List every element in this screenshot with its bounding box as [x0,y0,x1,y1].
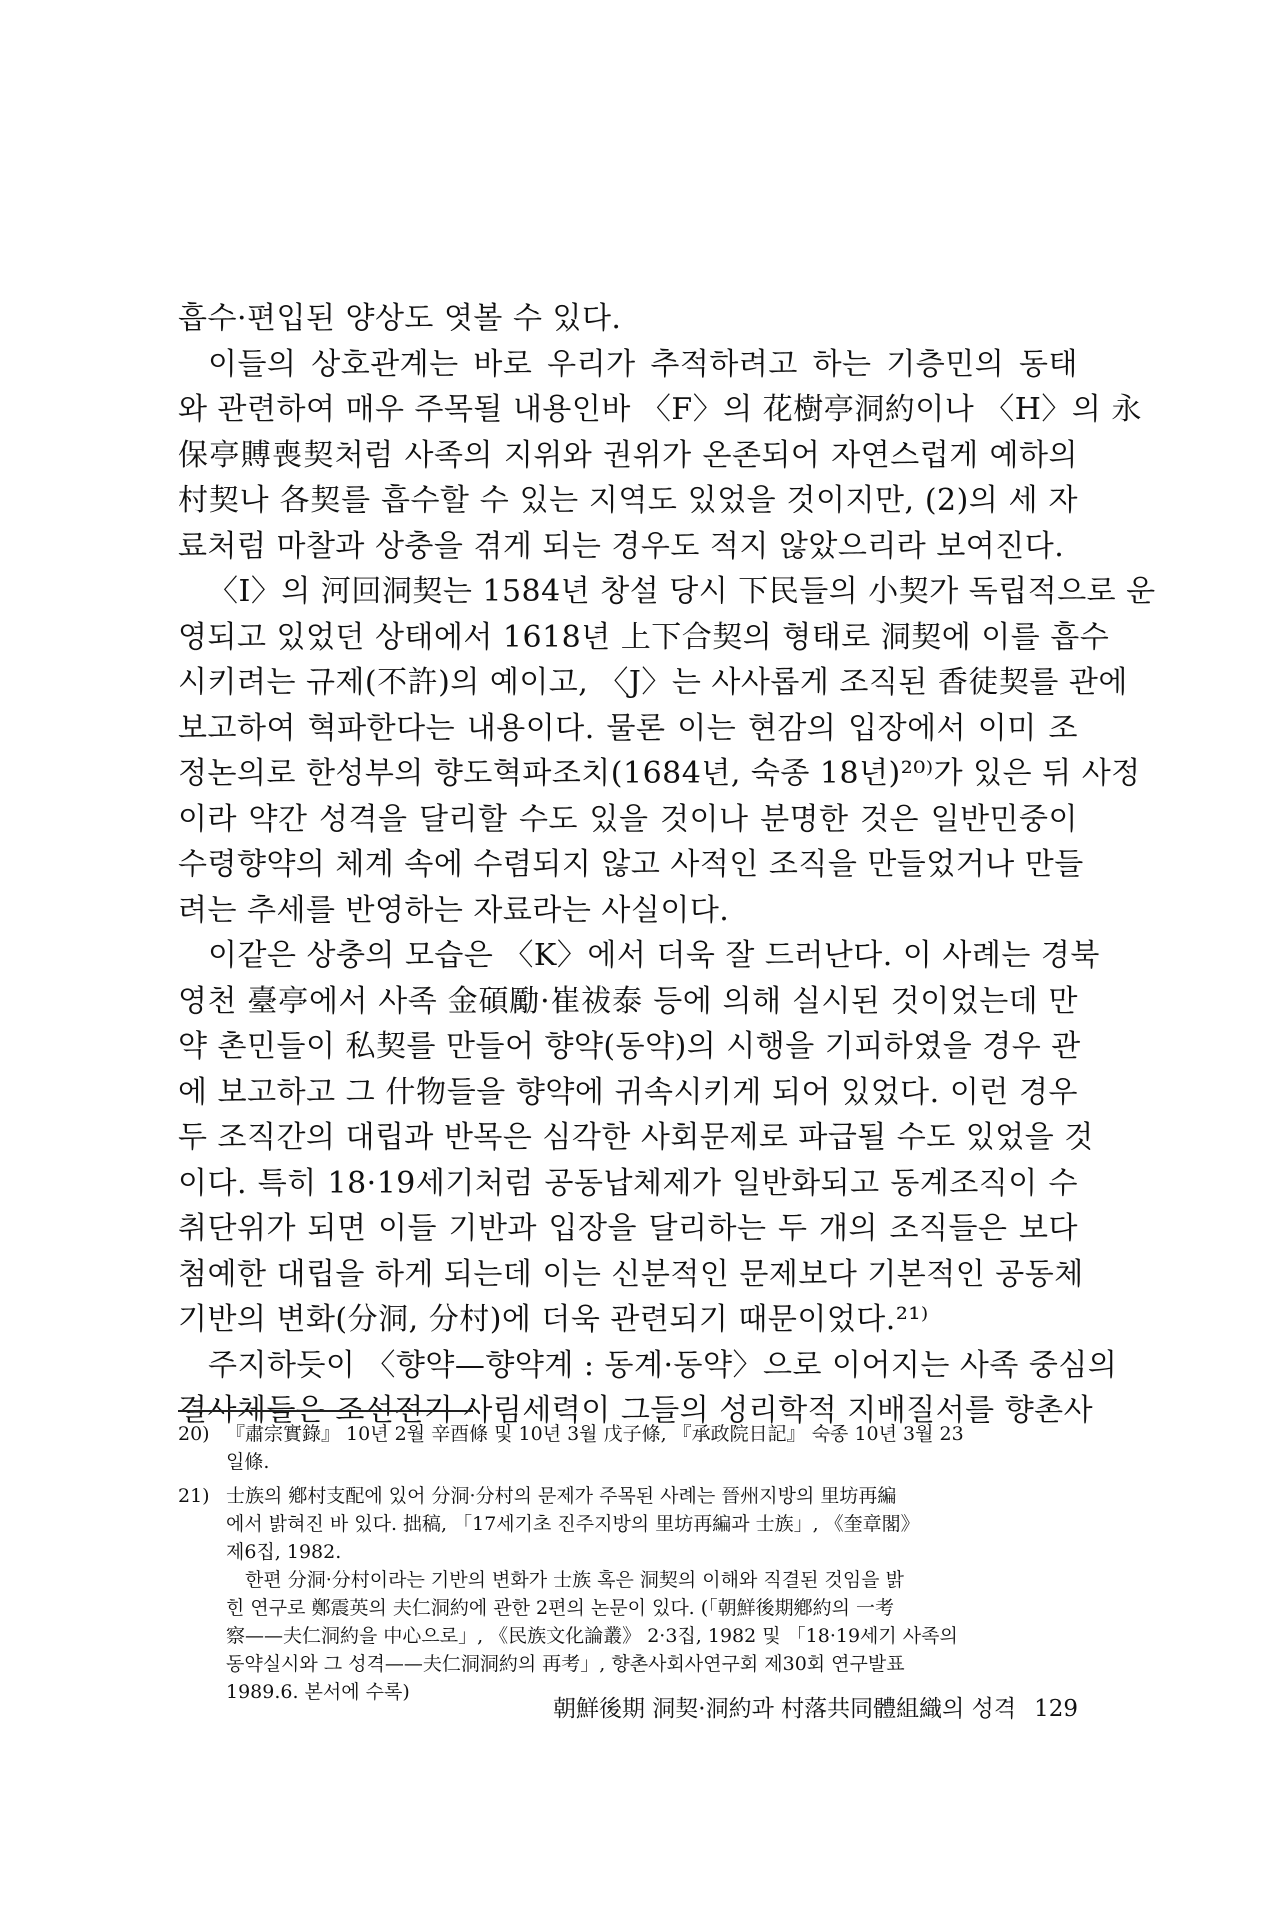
footnote-line: 일條. [226,1451,270,1473]
page-number: 129 [1034,1696,1078,1722]
text-line: 약 촌민들이 私契를 만들어 향약(동약)의 시행을 기피하였을 경우 관 [178,1029,1081,1064]
footnote-line: 한편 分洞·分村이라는 기반의 변화가 士族 혹은 洞契의 이해와 직결된 것임을 밝 [226,1569,904,1591]
text-line: 영천 臺亭에서 사족 金碩勵·崔祓泰 등에 의해 실시된 것이었는데 만 [178,983,1078,1019]
text-line: 〈I〉의 河回洞契는 1584년 창설 당시 下民들의 小契가 독립적으로 운 [208,574,1156,609]
text-line: 정논의로 한성부의 향도혁파조치(1684년, 숙종 18년)²⁰⁾가 있은 뒤 사정 [178,756,1141,791]
footnote-number: 21) [178,1485,210,1507]
text-line: 이같은 상충의 모습은 〈K〉에서 더욱 잘 드러난다. 이 사례는 경북 [208,938,1100,973]
text-line: 시키려는 규제(不許)의 예이고, 〈J〉는 사사롭게 조직된 香徒契를 관에 [178,665,1128,700]
text-line: 주지하듯이 〈향약—향약계 : 동계·동약〉으로 이어지는 사족 중심의 [208,1347,1118,1383]
text-line: 결사체들은 조선전기 사림세력이 그들의 성리학적 지배질서를 향촌사 [178,1393,1094,1428]
text-line: 두 조직간의 대립과 반목은 심각한 사회문제로 파급될 수도 있었을 것 [178,1120,1094,1155]
footnote-line: 에서 밝혀진 바 있다. 拙稿, 「17세기초 진주지방의 里坊再編과 士族」, 《奎章閣》 [226,1513,920,1535]
text-line: 흡수·편입된 양상도 엿볼 수 있다. [178,301,622,336]
text-line: 이들의 상호관계는 바로 우리가 추적하려고 하는 기층민의 동태 [208,346,1078,382]
text-line: 료처럼 마찰과 상충을 겪게 되는 경우도 적지 않았으리라 보여진다. [178,528,1065,564]
text-line: 려는 추세를 반영하는 자료라는 사실이다. [178,892,730,928]
page-footer [450,1694,1078,1724]
main-text [178,296,1156,1434]
text-line: 이라 약간 성격을 달리할 수도 있을 것이나 분명한 것은 일반민중이 [178,801,1078,837]
text-line: 이다. 특히 18·19세기처럼 공동납체제가 일반화되고 동계조직이 수 [178,1165,1078,1201]
text-line: 영되고 있었던 상태에서 1618년 上下合契의 형태로 洞契에 이를 흡수 [178,619,1110,655]
text-line: 村契나 各契를 흡수할 수 있는 지역도 있었을 것이지만, (2)의 세 자 [178,483,1078,518]
text-line: 보고하여 혁파한다는 내용이다. 물론 이는 현감의 입장에서 이미 조 [178,710,1078,746]
footnote-line: 제6집, 1982. [226,1541,342,1563]
footnote-line: 察——夫仁洞約을 中心으로」, 《民族文化論叢》 2·3집, 1982 및 「18·19세기 사족의 [226,1625,958,1647]
text-line: 에 보고하고 그 什物들을 향약에 귀속시키게 되어 있었다. 이런 경우 [178,1074,1078,1110]
footnote-number: 20) [178,1423,210,1445]
text-line: 첨예한 대립을 하게 되는데 이는 신분적인 문제보다 기본적인 공동체 [178,1256,1084,1292]
footnote-rule [178,1410,473,1412]
running-title: 朝鮮後期 洞契·洞約과 村落共同體組織의 성격 [552,1696,1017,1722]
footnote-line: 동약실시와 그 성격——夫仁洞洞約의 再考」, 향촌사회사연구회 제30회 연구발표 [226,1653,905,1675]
footnote [178,1482,1078,1706]
footnotes [178,1420,1078,1712]
footnote-line: 『肅宗實錄』 10년 2월 辛酉條 및 10년 3월 戊子條, 『承政院日記』 숙종 10년 3월 23 [226,1423,964,1445]
footnote-line: 士族의 鄕村支配에 있어 分洞·分村의 문제가 주목된 사례는 晉州지방의 里坊再編 [226,1485,897,1507]
text-line: 취단위가 되면 이들 기반과 입장을 달리하는 두 개의 조직들은 보다 [178,1211,1078,1246]
text-line: 保亭賻喪契처럼 사족의 지위와 권위가 온존되어 자연스럽게 예하의 [178,437,1078,473]
footnote [178,1420,1078,1476]
text-line: 기반의 변화(分洞, 分村)에 더욱 관련되기 때문이었다.²¹⁾ [178,1302,929,1337]
footnote-line: 힌 연구로 鄭震英의 夫仁洞約에 관한 2편의 논문이 있다. (「朝鮮後期鄕約의 一考 [226,1597,895,1619]
text-line: 와 관련하여 매우 주목될 내용인바 〈F〉의 花樹亭洞約이나 〈H〉의 永 [178,392,1142,427]
footnote-line: 1989.6. 본서에 수록) [226,1681,410,1703]
text-line: 수령향약의 체계 속에 수렴되지 않고 사적인 조직을 만들었거나 만들 [178,847,1084,882]
